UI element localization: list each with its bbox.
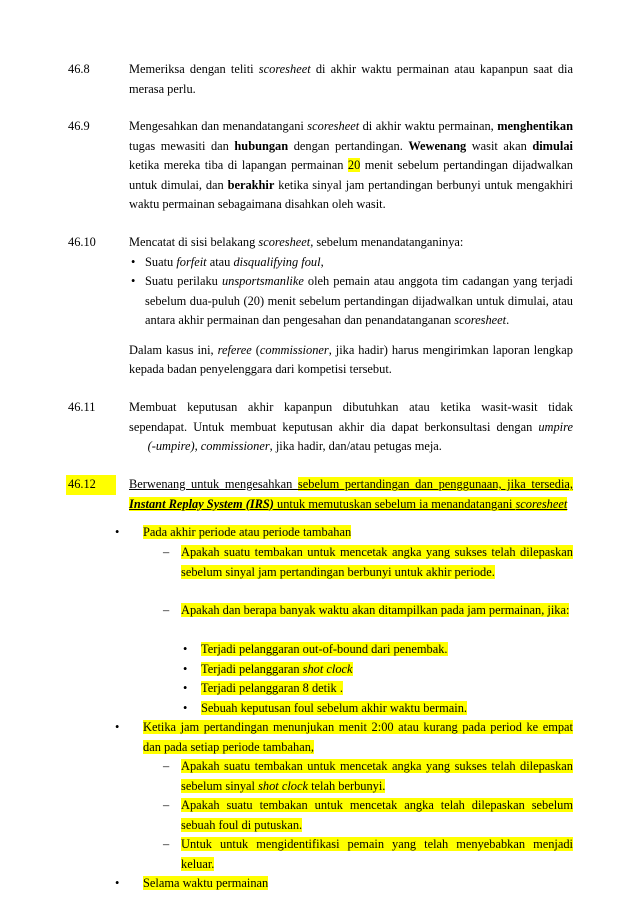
list-item: – Apakah suatu tembakan untuk mencetak angka yang sukses telah dilepaskan sebelum sinyal shot clock telah berbunyi. <box>163 759 573 793</box>
section-text: Membuat keputusan akhir kapanpun dibutuhkan atau ketika wasit-wasit tidak sependapat. Untuk membuat keputusan akhir dia dapat berkonsultasi dengan umpire (-umpire), commissioner, jika hadir, dan/atau petugas meja. <box>129 400 573 453</box>
list-item: • Sebuah keputusan foul sebelum akhir waktu bermain. <box>183 701 467 715</box>
highlight: 20 <box>347 158 361 172</box>
list-item: • Ketika jam pertandingan menunjukan menit 2:00 atau kurang pada period ke empat dan pada setiap periode tambahan, <box>115 720 573 754</box>
section-number: 46.11 <box>68 400 96 414</box>
section-number: 46.8 <box>68 62 90 76</box>
section-number: 46.9 <box>68 119 90 133</box>
section-text: Berwenang untuk mengesahkan sebelum pertandingan dan penggunaan, jika tersedia, Instant Replay System (IRS) untuk memutuskan sebelum ia menandatangani scoresheet <box>129 477 574 511</box>
list-item: • Selama waktu permainan <box>115 876 269 890</box>
list-item: • Terjadi pelanggaran shot clock <box>183 662 353 676</box>
section-text: Mencatat di sisi belakang scoresheet, sebelum menandatanganinya: • Suatu forfeit atau disqualifying foul, • Suatu perilaku unsportsmanlike oleh pemain atau anggota tim cadangan yang terjadi sebelum dua-puluh (20) menit sebelum pertandingan dijadwalkan untuk dimulai, atau antara akhir permainan dan pengesahan dan penandatanganan scoresheet. Dalam kasus ini, referee (commissioner, jika hadir) harus mengirimkan laporan lengkap kepada badan penyelenggara dari kompetisi tersebut. <box>129 233 573 380</box>
section-text: Mengesahkan dan menandatangani scoresheet di akhir waktu permainan, menghentikan tugas mewasiti dan hubungan dengan pertandingan. Wewenang wasit akan dimulai ketika mereka tiba di lapangan permainan 20 menit sebelum pertandingan dijadwalkan untuk dimulai, dan berakhir ketika sinyal jam pertandingan berbunyi untuk mengakhiri waktu permainan sebagaimana disahkan oleh wasit. <box>129 119 573 211</box>
list-item: – Apakah suatu tembakan untuk mencetak angka yang sukses telah dilepaskan sebelum sinyal jam pertandingan berbunyi untuk akhir periode. <box>163 545 573 579</box>
list-item: • Suatu forfeit atau disqualifying foul, <box>129 253 573 273</box>
section-text: Memeriksa dengan teliti scoresheet di akhir waktu permainan atau kapanpun saat dia merasa perlu. <box>129 62 573 96</box>
section-number: 46.10 <box>68 235 96 249</box>
list-item: • Suatu perilaku unsportsmanlike oleh pemain atau anggota tim cadangan yang terjadi sebelum dua-puluh (20) menit sebelum pertandingan dijadwalkan untuk dimulai, atau antara akhir permainan dan pengesahan dan penandatanganan scoresheet. <box>129 272 573 331</box>
section-number: 46.12 <box>66 475 116 495</box>
list-item: – Apakah suatu tembakan untuk mencetak angka telah dilepaskan sebelum sebuah foul di putuskan. <box>163 798 573 832</box>
list-item: – Apakah dan berapa banyak waktu akan ditampilkan pada jam permainan, jika: <box>163 603 570 617</box>
list-item: • Terjadi pelanggaran out-of-bound dari penembak. <box>183 642 448 656</box>
list-item: • Terjadi pelanggaran 8 detik . <box>183 681 343 695</box>
list-item: – Untuk untuk mengidentifikasi pemain yang telah menyebabkan menjadi keluar. <box>163 837 573 871</box>
list-item: • Pada akhir periode atau periode tambahan <box>115 525 352 539</box>
